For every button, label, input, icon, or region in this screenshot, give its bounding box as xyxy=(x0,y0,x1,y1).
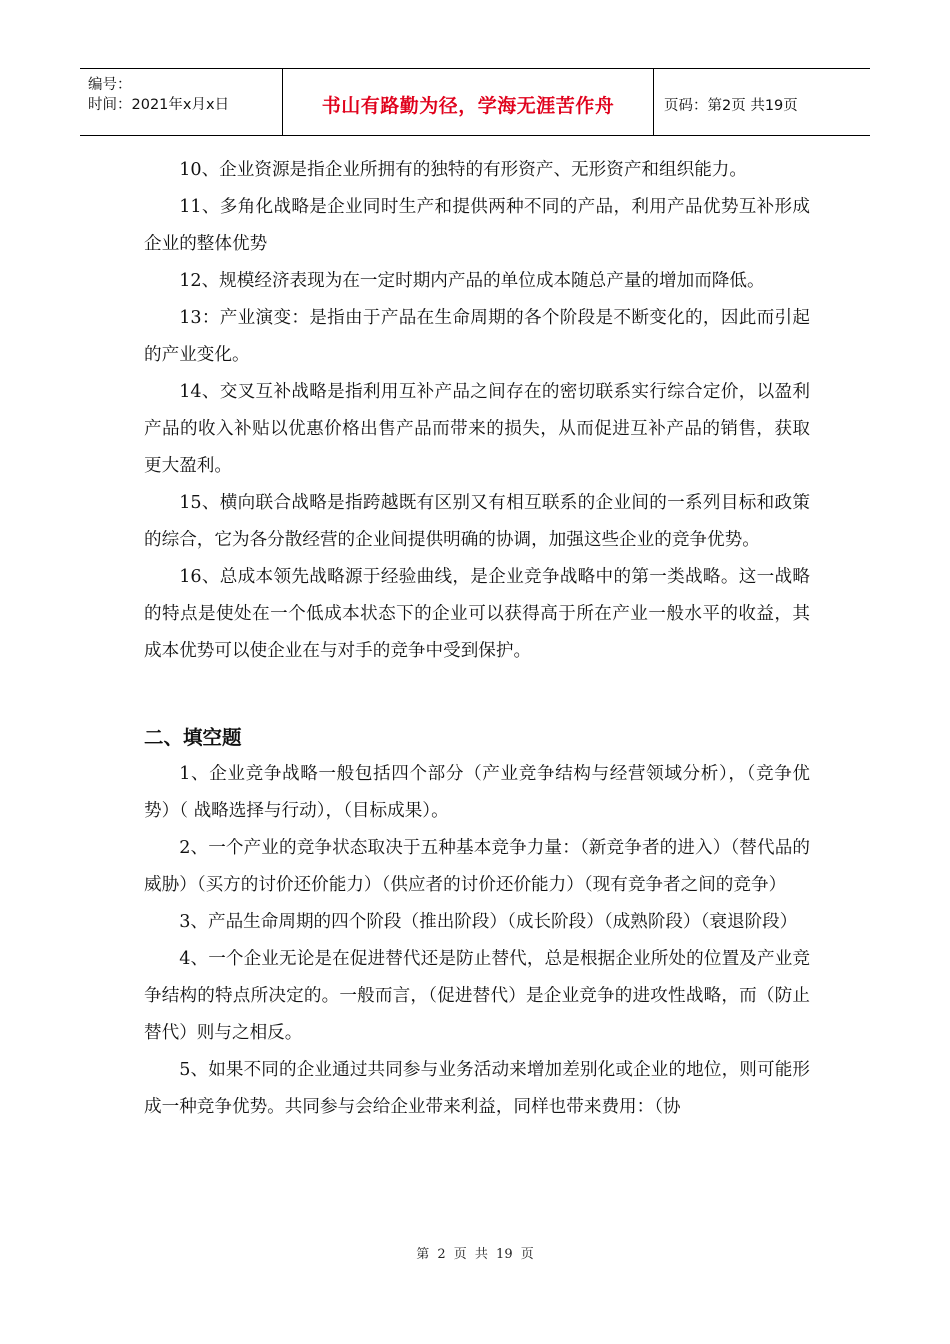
page-code: 页码：第2页 共19页 xyxy=(664,97,798,114)
header-motto-cell xyxy=(282,69,654,135)
paragraph: 14、交叉互补战略是指利用互补产品之间存在的密切联系实行综合定价，以盈利产品的收入补贴以优惠价格出售产品而带来的损失，从而促进互补产品的销售，获取更大盈利。 xyxy=(144,382,810,476)
header-page-cell xyxy=(654,69,870,135)
paragraph: 11、多角化战略是企业同时生产和提供两种不同的产品，利用产品优势互补形成企业的整体优势 xyxy=(144,197,810,254)
paragraph: 15、横向联合战略是指跨越既有区别又有相互联系的企业间的一系列目标和政策的综合，它为各分散经营的企业间提供明确的协调，加强这些企业的竞争优势。 xyxy=(144,493,810,550)
section-title-fill-in-blank: 二、填空题 xyxy=(144,726,242,749)
document-number-label: 编号： xyxy=(88,77,132,93)
paragraph: 10、企业资源是指企业所拥有的独特的有形资产、无形资产和组织能力。 xyxy=(179,160,747,180)
paragraph: 16、总成本领先战略源于经验曲线，是企业竞争战略中的第一类战略。这一战略的特点是使处在一个低成本状态下的企业可以获得高于所在产业一般水平的收益，其成本优势可以使企业在与对手的竞争中受到保护。 xyxy=(144,567,810,661)
paragraph: 2、一个产业的竞争状态取决于五种基本竞争力量：（新竞争者的进入）（替代品的威胁）（买方的讨价还价能力）（供应者的讨价还价能力）（现有竞争者之间的竞争） xyxy=(144,838,810,895)
paragraph: 12、规模经济表现为在一定时期内产品的单位成本随总产量的增加而降低。 xyxy=(179,271,765,291)
paragraph: 3、产品生命周期的四个阶段（推出阶段）（成长阶段）（成熟阶段）（衰退阶段） xyxy=(179,912,798,932)
document-time-label: 时间：2021年x月x日 xyxy=(88,97,230,113)
document-body xyxy=(144,152,810,1126)
header-info-cell xyxy=(80,69,282,135)
paragraph: 4、一个企业无论是在促进替代还是防止替代，总是根据企业所处的位置及产业竞争结构的特点所决定的。一般而言，（促进替代）是企业竞争的进攻性战略，而（防止替代）则与之相反。 xyxy=(144,949,810,1043)
header-motto: 书山有路勤为径，学海无涯苦作舟 xyxy=(321,94,615,117)
paragraph: 1、企业竞争战略一般包括四个部分（产业竞争结构与经营领域分析），（竞争优势）（ 战略选择与行动），（目标成果）。 xyxy=(144,764,810,821)
page-header xyxy=(80,68,870,136)
page-footer: 第 2 页 共 19 页 xyxy=(416,1247,534,1262)
paragraph: 13：产业演变：是指由于产品在生命周期的各个阶段是不断变化的，因此而引起的产业变化。 xyxy=(144,308,810,365)
paragraph: 5、如果不同的企业通过共同参与业务活动来增加差别化或企业的地位，则可能形成一种竞争优势。共同参与会给企业带来利益，同样也带来费用：（协 xyxy=(144,1060,810,1117)
